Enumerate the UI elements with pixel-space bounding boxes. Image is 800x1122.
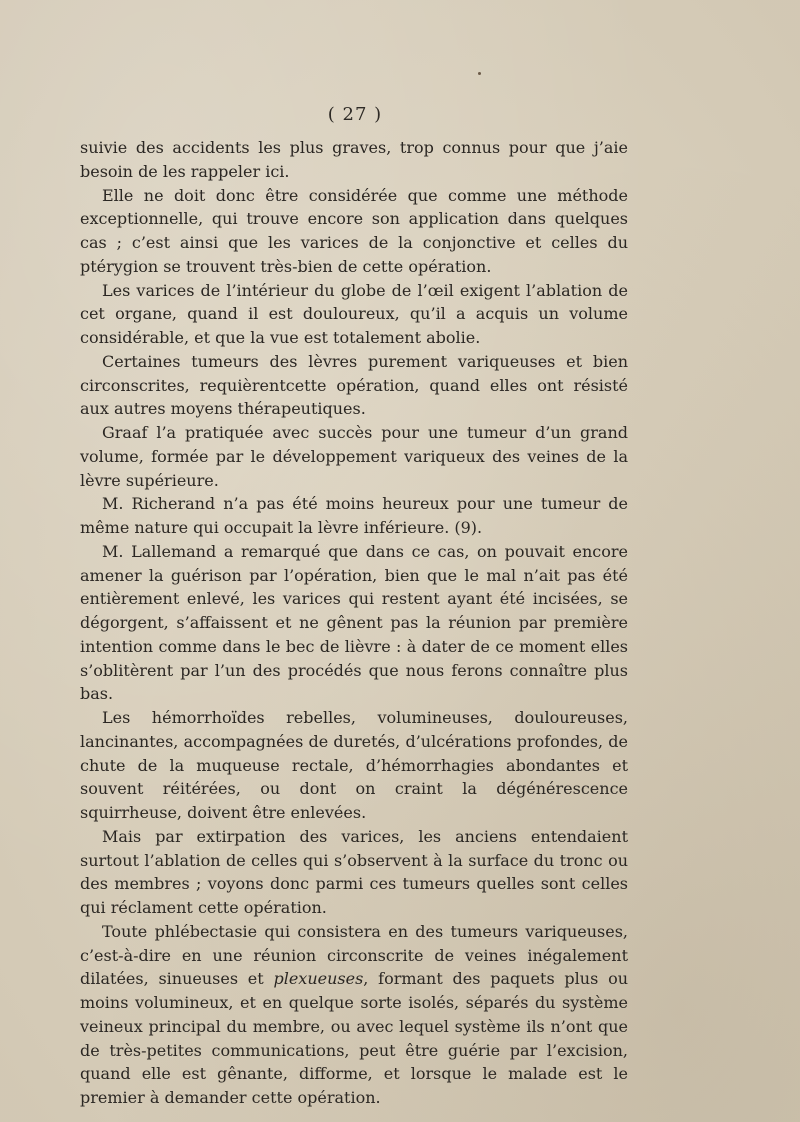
paragraph-1: suivie des accidents les plus graves, trop connus pour que j’aie besoin de les rappeler ici. (80, 138, 628, 181)
paragraph-6: M. Richerand n’a pas été moins heureux pour une tumeur de même nature qui occupait la lèvre inférieure. (9). (80, 494, 628, 537)
paragraph-10-start: Toute phlébectasie qui consistera en des tumeurs variqueuses, c’est-à-dire en une réunion circonscrite de veines inégalement dilatées, sinueuses et (80, 921, 628, 989)
paragraph-2: Elle ne doit donc être considérée que comme une méthode exceptionnelle, qui trouve encore son application dans quelques cas ; c’est ainsi que les varices de la conjonctive et celles du ptérygion se trouvent très-bien de cette opération. (80, 185, 628, 276)
paragraph-8: Les hémorrhoïdes rebelles, volumineuses, douloureuses, lancinantes, accompagnées de duretés, d’ulcérations profondes, de chute de la muqueuse rectale, d’hémorrhagies abondantes et souvent réitérées, ou dont on craint la dégénérescence squirrheuse, doivent être enlevées. (80, 708, 628, 822)
paragraph-3: Les varices de l’intérieur du globe de l’œil exigent l’ablation de cet organe, quand il est douloureux, qu’il a acquis un volume considérable, et que la vue est totalement abolie. (80, 280, 628, 347)
ink-spot (478, 72, 481, 75)
page-text-body (80, 136, 628, 1110)
italic-term: plexueuses (273, 969, 364, 989)
paragraph-7: M. Lallemand a remarqué que dans ce cas, on pouvait encore amener la guérison par l’opération, bien que le mal n’ait pas été entièrement enlevé, les varices qui restent ayant été incisées, se dégorgent, s’affaissent et ne gênent pas la réunion par première intention comme dans le bec de lièvre : à dater de ce moment elles s’oblitèrent par l’un des procédés que nous ferons connaître plus bas. (80, 541, 628, 704)
paragraph-9: Mais par extirpation des varices, les anciens entendaient surtout l’ablation de celles qui s’observent à la surface du tronc ou des membres ; voyons donc parmi ces tumeurs quelles sont celles qui réclament cette opération. (80, 826, 628, 917)
page-number: ( 27 ) (327, 104, 383, 125)
paragraph-4: Certaines tumeurs des lèvres purement variqueuses et bien circonscrites, requièrentcette opération, quand elles ont résisté aux autres moyens thérapeutiques. (80, 351, 628, 419)
paragraph-10 (80, 920, 628, 1110)
paragraph-10-end: , formant des paquets plus ou moins volumineux, et en quelque sorte isolés, séparés du système veineux principal du membre, ou avec lequel système ils n’ont que de très-petites communications, peut être guérie par l’excision, quand elle est gênante, difforme, et lorsque le malade est le premier à demander cette opération. (80, 969, 629, 1107)
paragraph-5: Graaf l’a pratiquée avec succès pour une tumeur d’un grand volume, formée par le développement variqueux des veines de la lèvre supérieure. (80, 423, 628, 490)
